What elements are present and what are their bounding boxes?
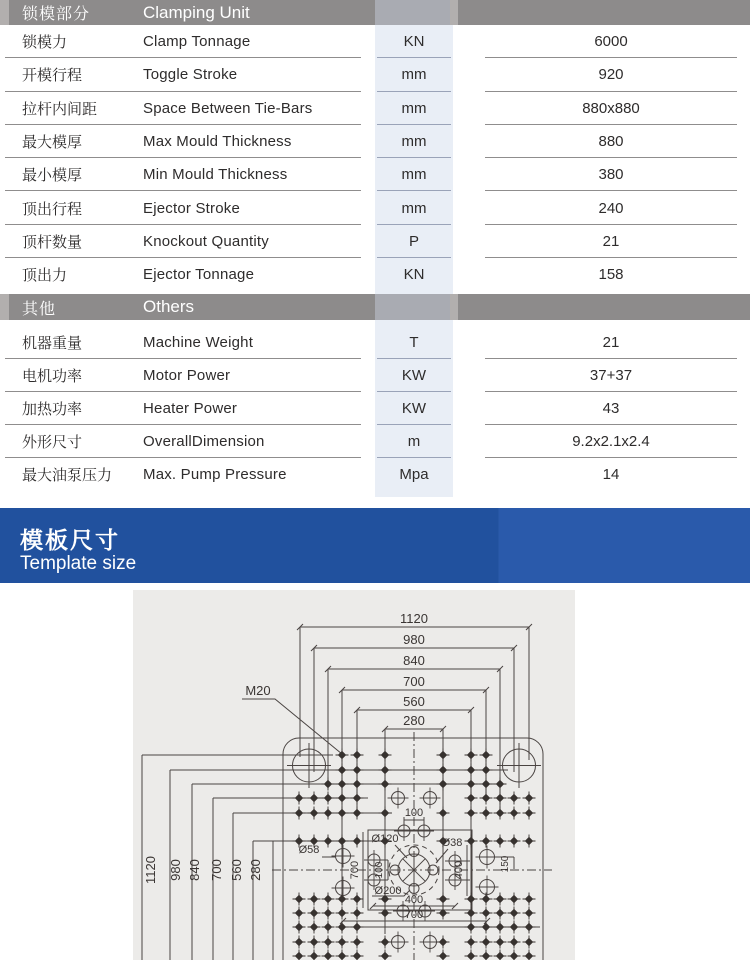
dim-100-top: 100 — [404, 807, 424, 819]
value: 380 — [598, 166, 624, 184]
value: 920 — [598, 66, 624, 84]
label-en: Min Mould Thickness — [143, 166, 288, 184]
top-dim-label: 700 — [403, 674, 425, 689]
left-dim-label: 980 — [168, 859, 183, 881]
thread-size-label: M20 — [245, 683, 271, 698]
dim-400-right: 400 — [453, 860, 465, 880]
left-dim-label: 560 — [229, 859, 244, 881]
dim-700-left: 700 — [349, 860, 361, 880]
unit: P — [408, 232, 419, 250]
diameter-58-label: Ø58 — [298, 844, 320, 856]
label-zh: 电机功率 — [22, 368, 83, 385]
tie-bar-hole — [497, 743, 541, 788]
label-zh: 顶出力 — [22, 267, 68, 285]
dim-100-left: 100 — [374, 861, 385, 879]
left-dim-label: 840 — [187, 859, 202, 881]
unit: mm — [401, 133, 427, 151]
label-zh: 拉杆内间距 — [22, 100, 98, 118]
unit: mm — [401, 199, 427, 217]
label-zh: 外形尺寸 — [22, 434, 83, 451]
unit: KW — [401, 367, 427, 384]
unit: KN — [403, 33, 425, 51]
unit: m — [407, 433, 421, 450]
value: 21 — [602, 232, 620, 250]
value: 240 — [598, 199, 624, 217]
left-dim-label: 700 — [209, 859, 224, 881]
value: 21 — [602, 334, 620, 351]
label-zh: 顶杆数量 — [22, 233, 83, 251]
dim-400-bottom: 400 — [404, 894, 424, 906]
label-en: Ejector Tonnage — [143, 266, 255, 284]
top-dim-label: 980 — [403, 632, 425, 647]
top-dim-label: 840 — [403, 653, 425, 668]
label-en: Motor Power — [143, 367, 231, 384]
value: 880x880 — [582, 99, 640, 117]
section-title-zh: 锁模部分 — [22, 6, 91, 23]
label-en: Knockout Quantity — [143, 232, 269, 250]
label-zh: 最大模厚 — [22, 134, 83, 152]
label-zh: 最小模厚 — [22, 167, 83, 185]
label-en: Space Between Tie-Bars — [143, 99, 313, 117]
value: 6000 — [594, 33, 628, 51]
dim-700-bottom: 700 — [404, 909, 424, 921]
banner-title-en: Template size — [20, 553, 137, 574]
label-zh: 锁模力 — [22, 34, 68, 52]
label-zh: 机器重量 — [22, 335, 83, 352]
m20-leader — [242, 699, 342, 754]
value: 43 — [602, 400, 620, 417]
label-zh: 最大油泵压力 — [22, 467, 113, 484]
label-en: Clamp Tonnage — [143, 33, 251, 51]
label-en: OverallDimension — [143, 433, 265, 450]
section-title-zh: 其他 — [22, 300, 57, 318]
label-en: Max Mould Thickness — [143, 133, 292, 151]
label-zh: 顶出行程 — [22, 200, 83, 218]
unit: mm — [401, 166, 427, 184]
value: 880 — [598, 133, 624, 151]
unit: Mpa — [399, 466, 429, 483]
unit: T — [409, 334, 419, 351]
label-zh: 开模行程 — [22, 67, 83, 85]
tie-bar-hole — [287, 743, 331, 788]
left-dim-label: 280 — [248, 859, 263, 881]
label-en: Machine Weight — [143, 334, 254, 351]
label-en: Max. Pump Pressure — [143, 466, 287, 483]
diameter-120-label: Ø120 — [371, 833, 399, 845]
banner-title-zh: 模板尺寸 — [20, 527, 120, 553]
value: 158 — [598, 266, 624, 284]
label-en: Ejector Stroke — [143, 199, 241, 217]
unit: mm — [401, 99, 427, 117]
label-en: Heater Power — [143, 400, 238, 417]
left-dim-label: 1120 — [143, 856, 158, 884]
top-dim-label: 1120 — [400, 611, 428, 626]
unit: mm — [401, 66, 427, 84]
top-dim-label: 280 — [403, 713, 425, 728]
section-title-en: Clamping Unit — [143, 2, 250, 22]
dim-150-right: 150 — [500, 855, 511, 873]
diameter-38-label: Ø38 — [441, 837, 463, 849]
unit: KN — [403, 266, 425, 284]
value: 9.2x2.1x2.4 — [572, 433, 650, 450]
label-en: Toggle Stroke — [143, 66, 238, 84]
value: 37+37 — [589, 367, 633, 384]
section-title-en: Others — [143, 297, 195, 316]
unit: KW — [401, 400, 427, 417]
top-dim-label: 560 — [403, 694, 425, 709]
value: 14 — [602, 466, 620, 483]
diameter-200-label: Ø200 — [374, 885, 402, 897]
label-zh: 加热功率 — [22, 401, 83, 418]
